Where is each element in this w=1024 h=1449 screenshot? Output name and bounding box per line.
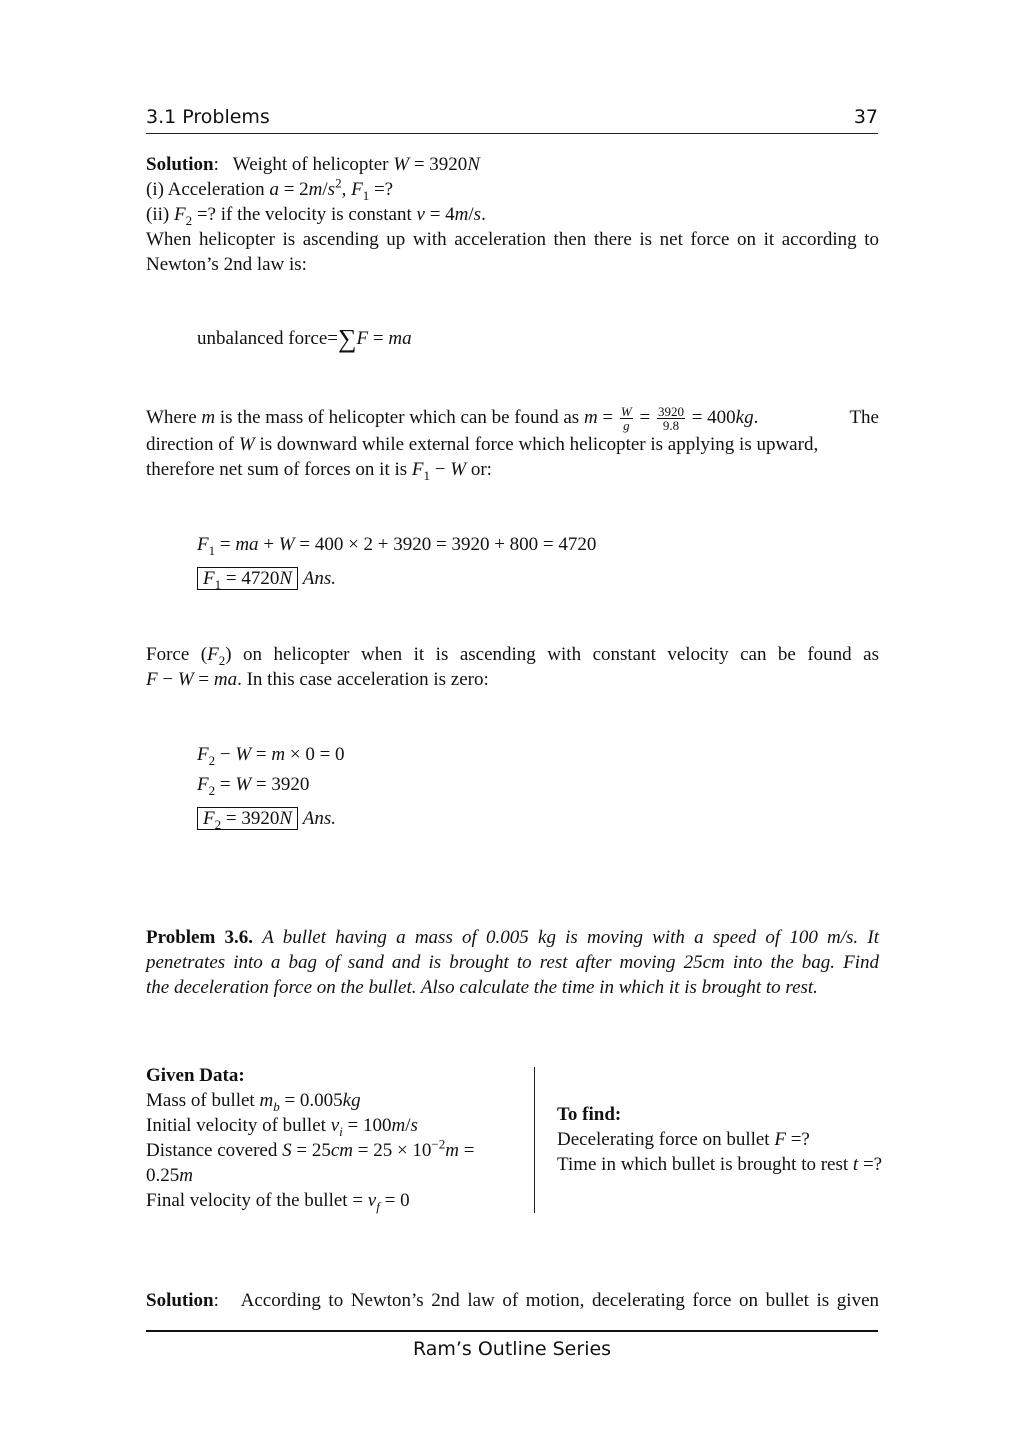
- mass-line: Where m is the mass of helicopter which can be found as m = $\frac{W}{g}$ = $\frac{3920}{9.8}$ = 400kg. The: [146, 404, 879, 434]
- paragraph-newton-line1: When helicopter is ascending up with acceleration then there is net force on it according to: [146, 229, 879, 250]
- footer-series: Ram’s Outline Series: [412, 1338, 612, 1360]
- force-f2-line2: F − W = ma. In this case acceleration is zero:: [146, 669, 489, 690]
- problem-line3: the deceleration force on the bullet. Also calculate the time in which it is brought to rest.: [146, 977, 818, 998]
- f2-answer-box: $F_2 = 3920N$: [197, 807, 298, 830]
- given-final-velocity: Final velocity of the bullet = $v_f = 0$: [146, 1190, 410, 1214]
- solution2-line: Solution: According to Newton’s 2nd law of motion, decelerating force on bullet is given: [146, 1290, 880, 1311]
- given-distance-cont: 0.25m: [146, 1165, 193, 1186]
- find-force: Decelerating force on bullet F =?: [557, 1129, 810, 1150]
- fraction-w-over-g: $\frac{W}{g}$: [620, 404, 632, 434]
- column-divider: [534, 1067, 535, 1213]
- footer-rule: [146, 1330, 878, 1332]
- f1-answer: $F_1 = 4720N$ Ans.: [197, 566, 930, 591]
- solution-label: Solution: [146, 154, 214, 175]
- velocity-line: (ii) $F_2$ =? if the velocity is constant v = 4m/s.: [146, 204, 486, 228]
- f2-equation-2: $F_2 = W = 3920$: [197, 774, 310, 798]
- header-rule: [146, 133, 878, 134]
- net-force-line: therefore net sum of forces on it is $F_1 - W$ or:: [146, 459, 492, 483]
- direction-line: direction of W is downward while external force which helicopter is applying is upward,: [146, 434, 819, 455]
- solution-weight-line: Solution: Weight of helicopter W = 3920N: [146, 154, 480, 175]
- acceleration-line: (i) Acceleration $a = 2m/s^2$, $F_1$ =?: [146, 175, 394, 203]
- solution2-label: Solution: [146, 1290, 214, 1311]
- f1-equation: $F_1$ = ma + W = 400 × 2 + 3920 = 3920 + 800 = 4720: [197, 534, 597, 558]
- f2-answer: $F_2 = 3920N$ Ans.: [197, 806, 930, 831]
- problem-label: Problem 3.6.: [146, 927, 254, 948]
- given-distance: Distance covered $S = 25cm = 25 \times 10^{-2}m$ =: [146, 1136, 475, 1161]
- force-f2-line1: Force $(F_2)$ on helicopter when it is ascending with constant velocity can be found as: [146, 644, 880, 668]
- problem-line2: penetrates into a bag of sand and is brought to rest after moving 25cm into the bag. Find: [146, 952, 879, 973]
- paragraph-newton-line2: Newton’s 2nd law is:: [146, 254, 307, 275]
- section-header: 3.1 Problems: [146, 106, 270, 128]
- problem-line1: Problem 3.6. A bullet having a mass of 0.005 kg is moving with a speed of 100 m/s. It: [146, 927, 879, 948]
- f1-answer-box: $F_1 = 4720N$: [197, 567, 298, 590]
- fraction-3920-over-9.8: $\frac{3920}{9.8}$: [657, 404, 684, 434]
- page-number: 37: [853, 106, 878, 128]
- given-heading: Given Data:: [146, 1065, 245, 1086]
- find-time: Time in which bullet is brought to rest t =?: [557, 1154, 883, 1175]
- find-heading: To find:: [557, 1104, 622, 1125]
- f2-equation-1: $F_2 - W = m \times 0 = 0$: [197, 744, 345, 768]
- given-mass: Mass of bullet $m_b = 0.005kg$: [146, 1090, 361, 1114]
- unbalanced-force-equation: unbalanced force=∑F = ma: [197, 324, 412, 353]
- given-velocity: Initial velocity of bullet $v_i = 100m/s$: [146, 1115, 418, 1139]
